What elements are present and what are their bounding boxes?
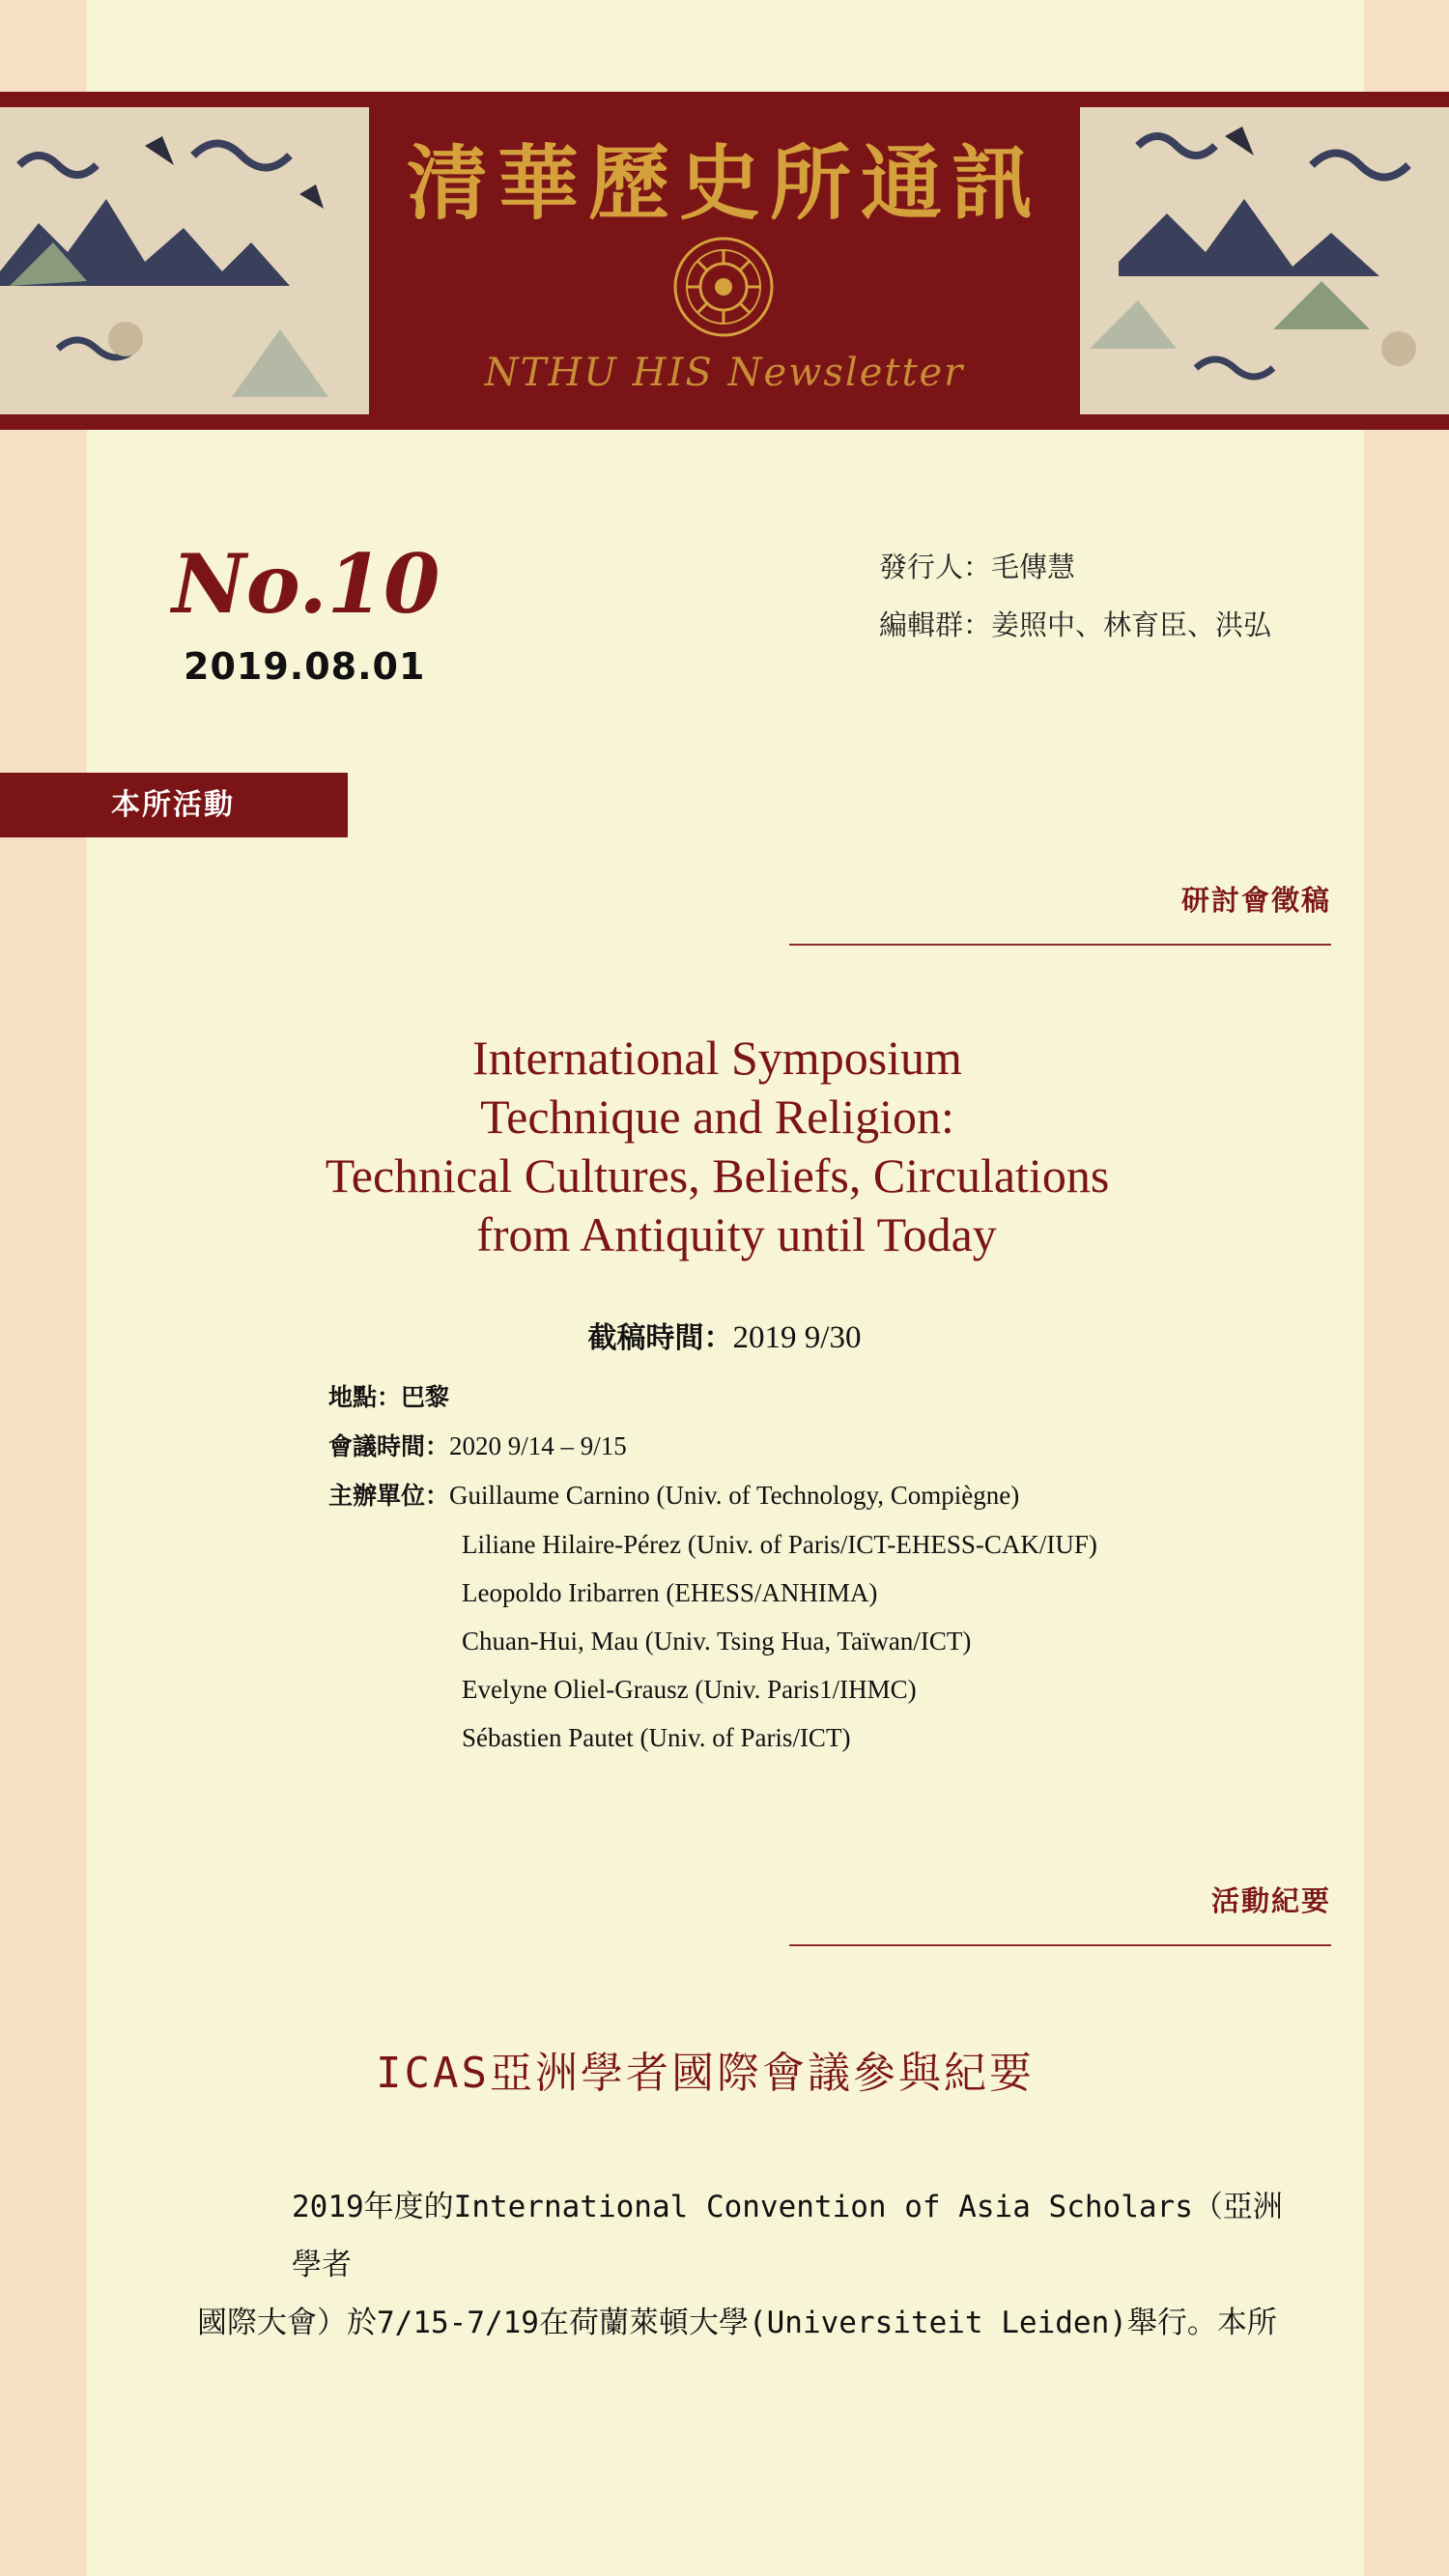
masthead-banner bbox=[0, 92, 1449, 430]
newsletter-title: 清華歷史所通訊 bbox=[406, 135, 1042, 231]
conference-date-value: 2020 9/14 – 9/15 bbox=[449, 1431, 627, 1460]
location-row bbox=[328, 1373, 1097, 1422]
symposium-title-line: Technique and Religion: bbox=[480, 1090, 954, 1144]
article-title: ICAS亞洲學者國際會議參與紀要 bbox=[376, 2049, 1035, 2098]
location-label: 地點： bbox=[328, 1383, 402, 1411]
deadline-label: 截稿時間： bbox=[587, 1321, 733, 1355]
organizer-item: Sébastien Pautet (Univ. of Paris/ICT) bbox=[462, 1723, 851, 1752]
organizer-item: Chuan-Hui, Mau (Univ. Tsing Hua, Taïwan/ICT) bbox=[462, 1627, 972, 1656]
activity-summary-label: 活動紀要 bbox=[1210, 1884, 1331, 1917]
section-tab-department-activities bbox=[0, 773, 348, 837]
symposium-title-line: International Symposium bbox=[472, 1031, 962, 1085]
organizers-label: 主辦單位： bbox=[328, 1482, 450, 1510]
publisher-line: 發行人：毛傳慧 bbox=[879, 551, 1076, 583]
issue-date: 2019.08.01 bbox=[184, 645, 426, 688]
article-body-line: 國際大會）於7/15-7/19在荷蘭萊頓大學(Universiteit Leiden)舉行。本所 bbox=[197, 2306, 1277, 2340]
issue-number: No.10 bbox=[172, 536, 440, 632]
symposium-title-line: from Antiquity until Today bbox=[476, 1207, 997, 1261]
newsletter-subtitle: NTHU HIS Newsletter bbox=[484, 351, 965, 395]
symposium-details bbox=[328, 1373, 1097, 1762]
article-body-line: 2019年度的International Convention of Asia Scholars（亞洲學者 bbox=[292, 2190, 1283, 2282]
conference-date-label: 會議時間： bbox=[328, 1432, 450, 1460]
university-seal-icon bbox=[673, 237, 774, 337]
embroidery-pattern-left bbox=[0, 107, 369, 414]
organizers-row bbox=[328, 1471, 1097, 1520]
organizer-item: Leopoldo Iribarren (EHESS/ANHIMA) bbox=[462, 1578, 878, 1607]
embroidery-pattern-right bbox=[1080, 107, 1449, 414]
location-value: 巴黎 bbox=[401, 1383, 450, 1411]
organizer-item: Guillaume Carnino (Univ. of Technology, Compiègne) bbox=[449, 1481, 1020, 1510]
symposium-title-line: Technical Cultures, Beliefs, Circulations bbox=[325, 1148, 1110, 1203]
submission-deadline bbox=[0, 1314, 1449, 1356]
organizer-item: Liliane Hilaire-Pérez (Univ. of Paris/ICT-EHESS-CAK/IUF) bbox=[462, 1530, 1097, 1559]
call-for-papers-label: 研討會徵稿 bbox=[1180, 884, 1331, 917]
organizer-item: Evelyne Oliel-Grausz (Univ. Paris1/IHMC) bbox=[462, 1675, 917, 1704]
deadline-value: 2019 9/30 bbox=[732, 1320, 862, 1355]
section-divider bbox=[789, 1944, 1331, 1946]
section-divider bbox=[789, 944, 1331, 946]
conference-date-row bbox=[328, 1422, 1097, 1471]
article-body bbox=[197, 2178, 1308, 2352]
editors-line: 編輯群：姜照中、林育臣、洪弘 bbox=[879, 609, 1272, 641]
symposium-title bbox=[251, 1029, 1183, 1264]
section-tab-label: 本所活動 bbox=[111, 788, 235, 822]
